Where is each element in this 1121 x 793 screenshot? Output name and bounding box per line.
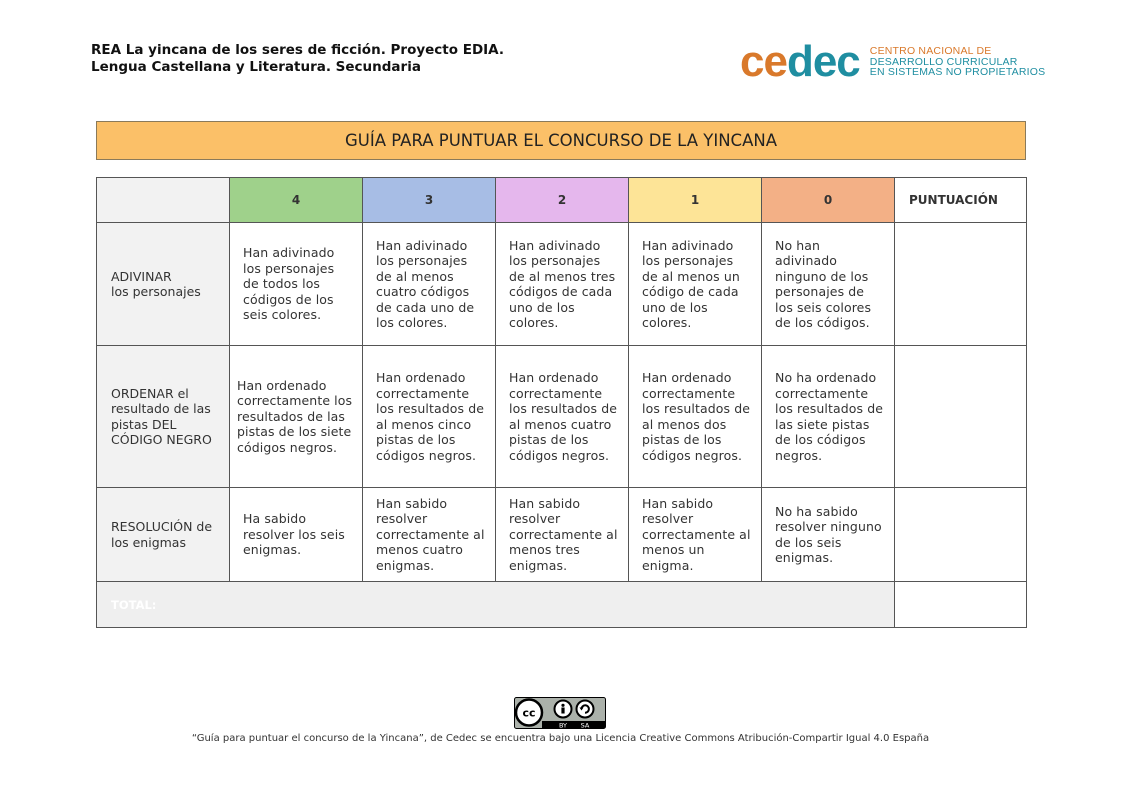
descriptor-cell: Han adivinado los personajes de al menos cuatro códigos de cada uno de los colores. (363, 223, 496, 346)
criterion-label-line2: los personajes (111, 284, 201, 299)
header-score-3: 3 (363, 178, 496, 223)
cc-badge-label: cc (522, 706, 536, 720)
logo-line-1: CENTRO NACIONAL DE (869, 45, 992, 58)
descriptor-cell: Han sabido resolver correctamente al menos tres enigmas. (496, 488, 629, 582)
descriptor-cell: Han adivinado los personajes de al menos tres códigos de cada uno de los colores. (496, 223, 629, 346)
descriptor-cell: No han adivinado ninguno de los personajes de los seis colores de los códigos. (762, 223, 895, 346)
rubric-row-ordenar (97, 346, 1027, 488)
logo-word-orange: ce (740, 37, 787, 86)
header-puntuacion: PUNTUACIÓN (895, 178, 1027, 223)
descriptor-cell: Han ordenado correctamente los resultados de las pistas de los siete códigos negros. (230, 346, 363, 488)
criterion-cell: RESOLUCIÓN de los enigmas (97, 488, 230, 582)
score-entry-cell[interactable] (895, 223, 1027, 346)
cc-by-sa-badge-icon[interactable] (514, 697, 606, 729)
descriptor-cell: No ha sabido resolver ninguno de los seis enigmas. (762, 488, 895, 582)
document-header (91, 42, 504, 76)
cedec-logo (740, 37, 1046, 86)
descriptor-cell: Han ordenado correctamente los resultados de al menos cuatro pistas de los códigos negros. (496, 346, 629, 488)
header-score-1: 1 (629, 178, 762, 223)
header-corner-cell (97, 178, 230, 223)
cc-sa-label: SA (580, 721, 590, 729)
score-entry-cell[interactable] (895, 488, 1027, 582)
descriptor-cell: Han sabido resolver correctamente al menos un enigma. (629, 488, 762, 582)
logo-wordmark (740, 37, 860, 86)
header-subtitle-line: Lengua Castellana y Literatura. Secundaria (91, 59, 421, 75)
rubric-title: GUÍA PARA PUNTUAR EL CONCURSO DE LA YINCANA (345, 131, 777, 150)
header-score-0: 0 (762, 178, 895, 223)
descriptor-cell: Han sabido resolver correctamente al menos cuatro enigmas. (363, 488, 496, 582)
logo-line-2: DESARROLLO CURRICULAR (869, 55, 1018, 68)
rubric-row-resolucion (97, 488, 1027, 582)
total-score-cell[interactable] (895, 582, 1027, 628)
logo-word-teal: dec (786, 37, 860, 86)
rubric-header-row (97, 178, 1027, 223)
rubric-title-banner (96, 121, 1026, 160)
rubric-total-row (97, 582, 1027, 628)
score-entry-cell[interactable] (895, 346, 1027, 488)
logo-subtitle (870, 46, 1046, 78)
cc-by-label: BY (558, 721, 568, 729)
criterion-cell (97, 223, 230, 346)
rubric-row-adivinar (97, 223, 1027, 346)
descriptor-cell: Han ordenado correctamente los resultados de al menos dos pistas de los códigos negros. (629, 346, 762, 488)
logo-line-3: EN SISTEMAS NO PROPIETARIOS (869, 66, 1046, 79)
descriptor-cell: Han adivinado los personajes de al menos un código de cada uno de los colores. (629, 223, 762, 346)
header-score-4: 4 (230, 178, 363, 223)
header-score-2: 2 (496, 178, 629, 223)
descriptor-cell: Ha sabido resolver los seis enigmas. (230, 488, 363, 582)
criterion-cell: ORDENAR el resultado de las pistas DEL CÓDIGO NEGRO (97, 346, 230, 488)
descriptor-cell: Han ordenado correctamente los resultados de al menos cinco pistas de los códigos negros. (363, 346, 496, 488)
criterion-label-line1: ADIVINAR (111, 268, 172, 284)
descriptor-cell: No ha ordenado correctamente los resultados de las siete pistas de los códigos negros. (762, 346, 895, 488)
rubric-table (96, 177, 1027, 628)
descriptor-cell: Han adivinado los personajes de todos los códigos de los seis colores. (230, 223, 363, 346)
total-label: TOTAL: (97, 582, 895, 628)
license-notice: “Guía para puntuar el concurso de la Yincana”, de Cedec se encuentra bajo una Licencia Creative Commons Atribución-Compartir Igual 4.0 España (191, 733, 930, 744)
header-title-line: REA La yincana de los seres de ficción. Proyecto EDIA. (91, 42, 505, 58)
